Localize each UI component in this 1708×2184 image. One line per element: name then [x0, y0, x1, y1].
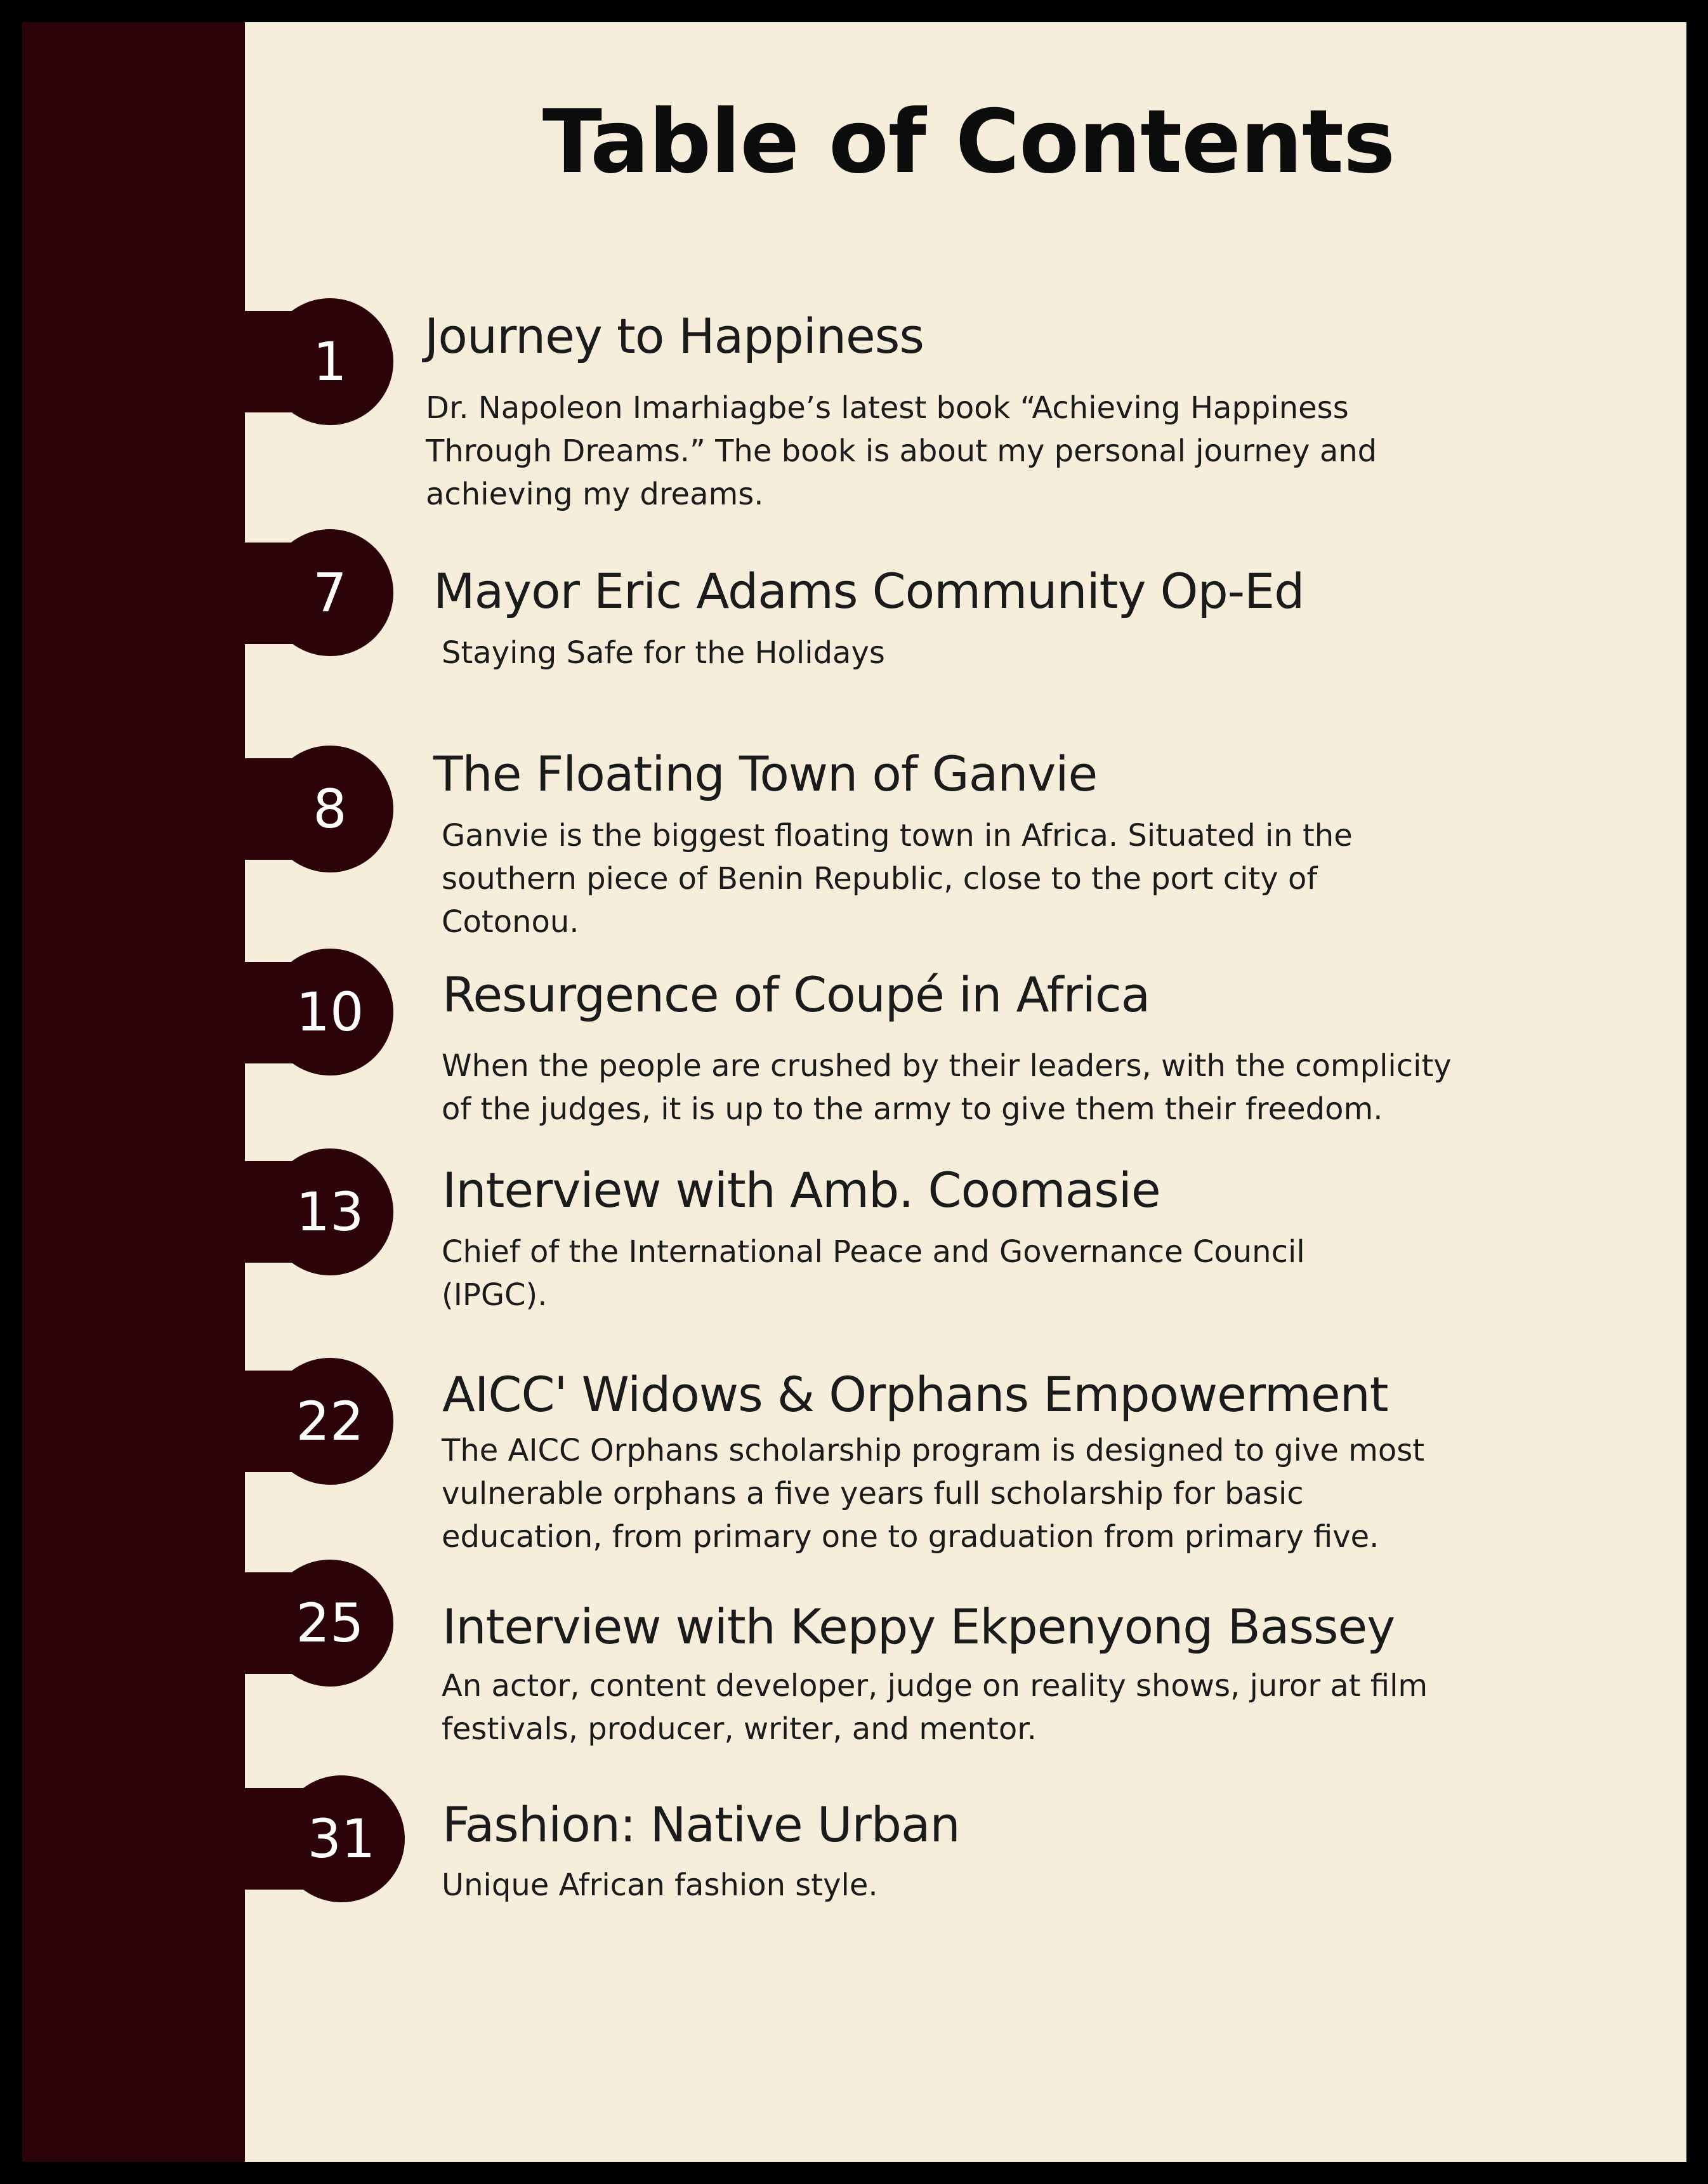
entry-title[interactable]: Resurgence of Coupé in Africa [442, 966, 1150, 1023]
page-number-badge[interactable]: 1 [266, 298, 393, 425]
page-number-badge[interactable]: 8 [266, 746, 393, 872]
page-number-badge[interactable]: 22 [266, 1358, 393, 1485]
page-number-badge[interactable]: 10 [266, 949, 393, 1076]
page-number-badge[interactable]: 25 [266, 1560, 393, 1687]
entry-description: The AICC Orphans scholarship program is designed to give most vulnerable orphans a five years full scholarship for basic education, from primary one to graduation from primary five. [442, 1433, 1425, 1555]
entry-title[interactable]: Interview with Keppy Ekpenyong Bassey [442, 1598, 1395, 1655]
entry-description: Unique African fashion style. [442, 1867, 878, 1903]
page-number-badge[interactable]: 31 [278, 1775, 405, 1902]
entry-title[interactable]: Fashion: Native Urban [442, 1796, 960, 1853]
entry-title[interactable]: The Floating Town of Ganvie [433, 746, 1098, 802]
entry-description: Dr. Napoleon Imarhiagbe’s latest book “Achieving Happiness Through Dreams.” The book is about my personal journey and achieving my dreams. [426, 390, 1377, 512]
entry-title[interactable]: Mayor Eric Adams Community Op-Ed [433, 563, 1304, 619]
entry-description: Staying Safe for the Holidays [442, 635, 885, 671]
page-number-badge[interactable]: 13 [266, 1148, 393, 1275]
sidebar-band [22, 22, 245, 2162]
entry-description: Chief of the International Peace and Governance Council (IPGC). [442, 1234, 1305, 1313]
entry-description: Ganvie is the biggest floating town in Africa. Situated in the southern piece of Benin Republic, close to the port city of Cotonou. [442, 818, 1353, 940]
page-title: Table of Contents [542, 91, 1395, 193]
entry-title[interactable]: Interview with Amb. Coomasie [442, 1162, 1160, 1218]
entry-description: An actor, content developer, judge on reality shows, juror at film festivals, producer, writer, and mentor. [442, 1668, 1428, 1747]
entry-title[interactable]: AICC' Widows & Orphans Empowerment [442, 1366, 1388, 1423]
entry-description: When the people are crushed by their leaders, with the complicity of the judges, it is up to the army to give them their freedom. [442, 1048, 1452, 1127]
page-number-badge[interactable]: 7 [266, 529, 393, 656]
entry-title[interactable]: Journey to Happiness [424, 308, 924, 364]
